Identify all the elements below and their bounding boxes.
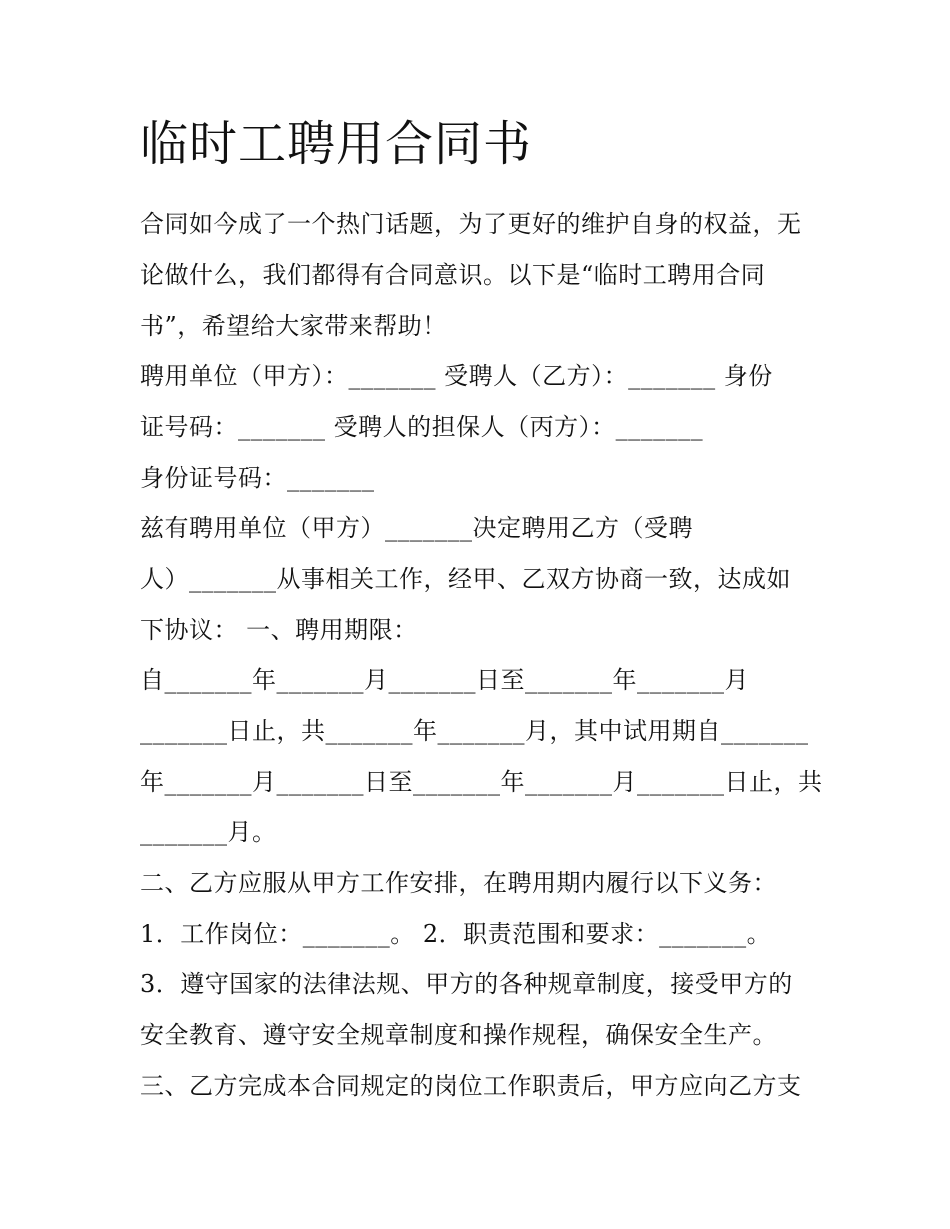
document-title: 临时工聘用合同书 <box>140 116 533 172</box>
body-line-5: 证号码：_______ 受聘人的担保人（丙方）：_______ <box>140 413 704 441</box>
body-line-1: 合同如今成了一个热门话题，为了更好的维护自身的权益，无 <box>140 210 802 238</box>
body-line-13: _______月。 <box>140 818 277 846</box>
body-line-3: 书”，希望给大家带来帮助！ <box>140 312 447 340</box>
body-line-2: 论做什么，我们都得有合同意识。以下是“临时工聘用合同 <box>140 261 766 289</box>
body-line-4: 聘用单位（甲方）：_______ 受聘人（乙方）：_______ 身份 <box>140 362 773 390</box>
body-line-9: 下协议： 一、聘用期限： <box>140 616 418 644</box>
body-line-6: 身份证号码：_______ <box>140 464 375 492</box>
body-line-14: 二、乙方应服从甲方工作安排，在聘用期内履行以下义务： <box>140 869 777 897</box>
body-line-12: 年_______月_______日至_______年_______月_______日止，共 <box>140 768 823 796</box>
body-line-16: 3．遵守国家的法律法规、甲方的各种规章制度，接受甲方的 <box>140 970 793 998</box>
body-line-7: 兹有聘用单位（甲方）_______决定聘用乙方（受聘 <box>140 514 693 542</box>
body-line-15: 1．工作岗位：_______。 2．职责范围和要求：_______。 <box>140 920 772 948</box>
body-line-11: _______日止，共_______年_______月，其中试用期自_______ <box>140 717 809 745</box>
body-line-10: 自_______年_______月_______日至_______年_______月 <box>140 666 749 694</box>
body-line-18: 三、乙方完成本合同规定的岗位工作职责后，甲方应向乙方支 <box>140 1072 802 1100</box>
body-line-17: 安全教育、遵守安全规章制度和操作规程，确保安全生产。 <box>140 1021 777 1049</box>
body-line-8: 人）_______从事相关工作，经甲、乙双方协商一致，达成如 <box>140 565 791 593</box>
